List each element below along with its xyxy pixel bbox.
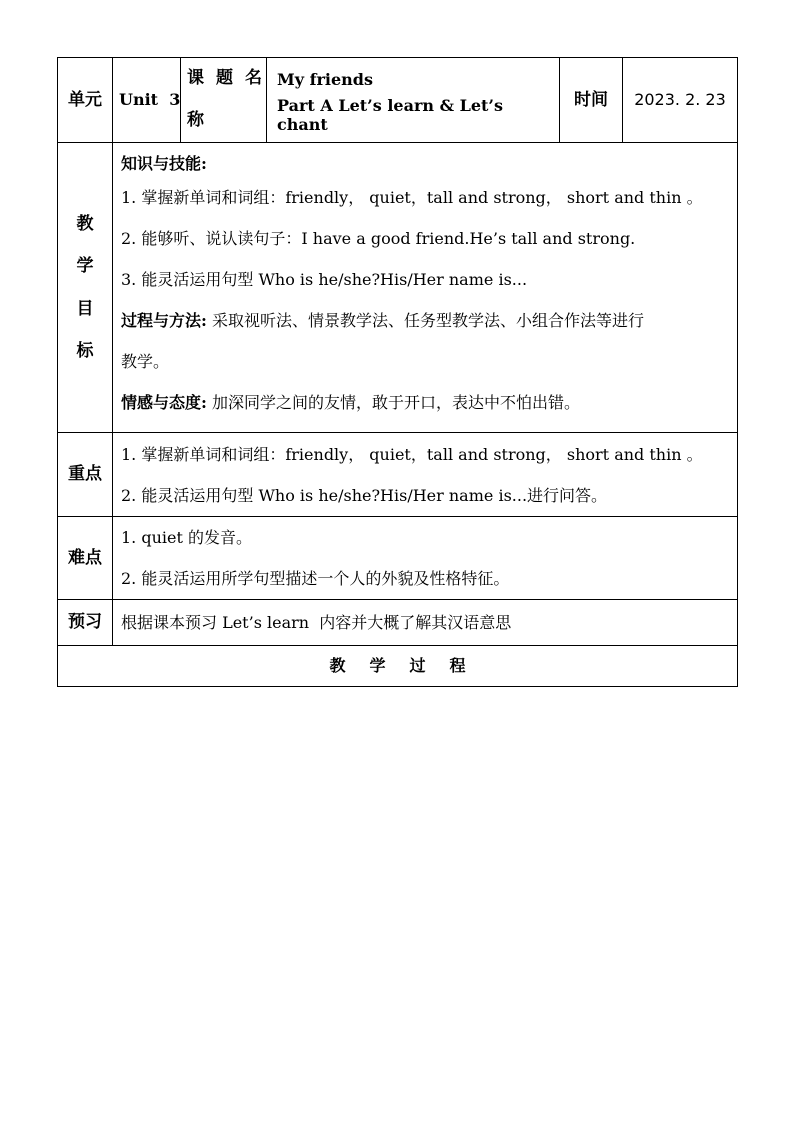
attitude-line <box>121 382 731 423</box>
attitude-heading: 情感与态度: <box>121 393 207 412</box>
skills-item: 3. 能灵活运用句型 Who is he/she?His/Her name is... <box>121 270 528 289</box>
header-row <box>58 58 738 143</box>
lesson-title-line1: My friends <box>277 70 373 89</box>
objectives-content <box>113 143 738 433</box>
objectives-label-char: 学 <box>76 256 94 277</box>
preview-label: 预习 <box>58 600 113 646</box>
process-method-line <box>121 300 731 341</box>
time-value: 2023. 2. 23 <box>623 58 738 143</box>
lesson-name-label <box>181 58 267 143</box>
skills-item: 2. 能够听、说认读句子：I have a good friend.He’s tall and strong. <box>121 229 636 248</box>
process-text-line2: 教学。 <box>121 352 170 371</box>
unit-label: 单元 <box>58 58 113 143</box>
preview-text: 根据课本预习 Let’s learn 内容并大概了解其汉语意思 <box>113 600 738 646</box>
objectives-row <box>58 143 738 433</box>
attitude-text: 加深同学之间的友情，敢于开口，表达中不怕出错。 <box>206 393 581 412</box>
difficulty-item: 1. quiet 的发音。 <box>121 528 253 547</box>
lesson-title <box>267 58 560 143</box>
difficulties-label: 难点 <box>58 517 113 600</box>
objectives-label <box>58 143 113 433</box>
key-points-row <box>58 433 738 517</box>
objectives-label-char: 教 <box>76 213 94 234</box>
key-point-item: 1. 掌握新单词和词组：friendly， quiet，tall and strong， short and thin 。 <box>121 444 703 464</box>
process-text: 采取视听法、情景教学法、任务型教学法、小组合作法等进行 <box>206 311 645 330</box>
lesson-label-line2: 称 <box>187 109 204 130</box>
difficulties-content <box>113 517 738 600</box>
lesson-label-char: 题 <box>216 68 233 88</box>
process-heading: 过程与方法: <box>121 311 207 330</box>
preview-row <box>58 600 738 646</box>
key-point-item: 2. 能灵活运用句型 Who is he/she?His/Her name is...进行问答。 <box>121 485 608 505</box>
lesson-label-char: 名 <box>245 68 262 88</box>
lesson-label-char: 课 <box>187 68 204 88</box>
objectives-label-char: 目 <box>76 298 94 319</box>
objectives-label-char: 标 <box>76 340 94 361</box>
skills-item: 1. 掌握新单词和词组：friendly， quiet，tall and strong， short and thin 。 <box>121 188 703 207</box>
process-title: 教学过程 <box>58 646 738 687</box>
process-title-row <box>58 646 738 687</box>
unit-value: Unit 3 <box>113 58 181 143</box>
lesson-title-line2: Part A Let’s learn & Let’s chant <box>277 95 503 134</box>
time-label: 时间 <box>560 58 623 143</box>
skills-heading: 知识与技能: <box>121 154 207 173</box>
key-points-content <box>113 433 738 517</box>
difficulty-item: 2. 能灵活运用所学句型描述一个人的外貌及性格特征。 <box>121 569 510 588</box>
lesson-plan-table <box>57 57 738 687</box>
difficulties-row <box>58 517 738 600</box>
key-points-label: 重点 <box>58 433 113 517</box>
